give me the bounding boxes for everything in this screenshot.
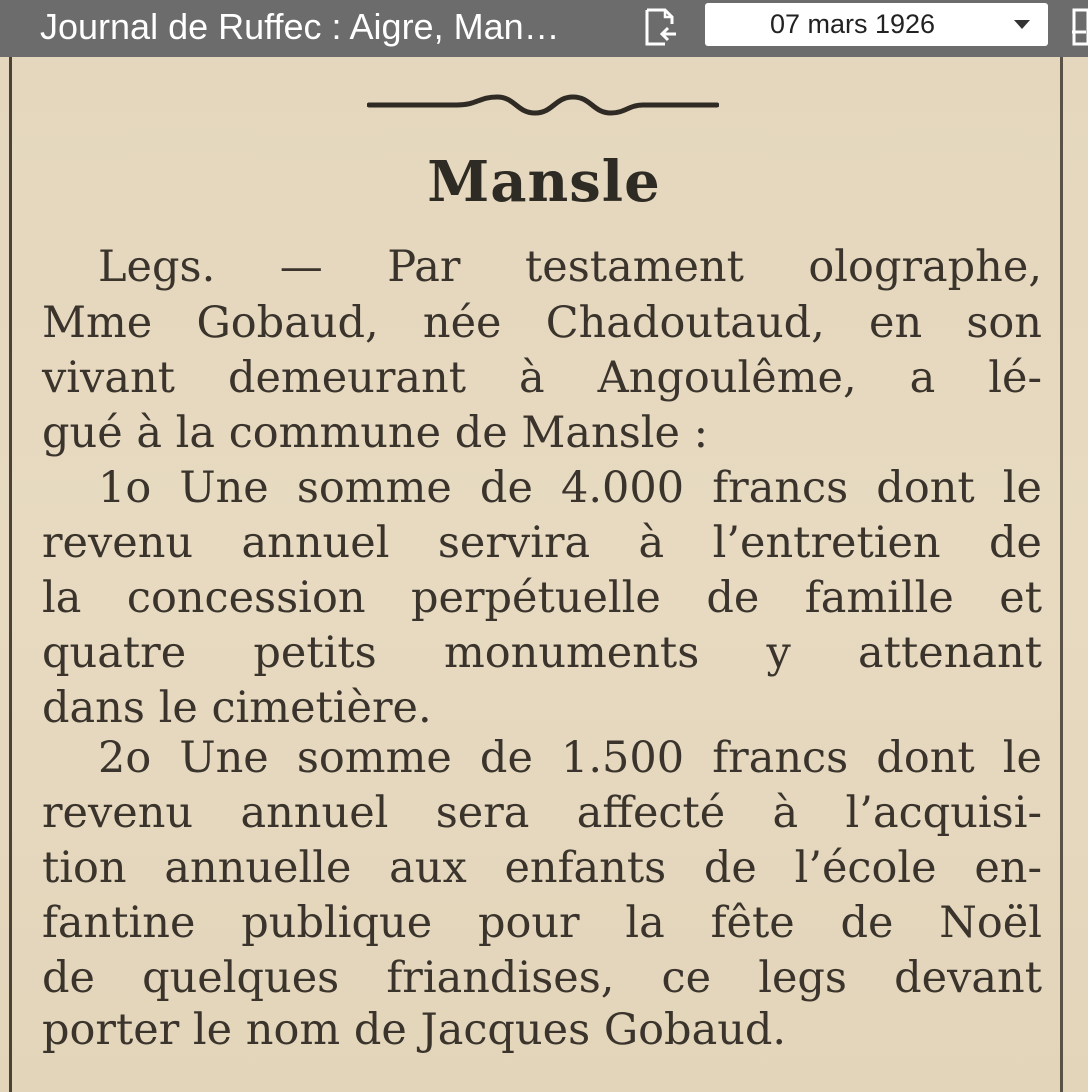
article-line-13: fantine publique pour la fête de Noël xyxy=(42,898,1042,948)
article-line-4: gué à la commune de Mansle : xyxy=(42,408,709,458)
viewer-toolbar xyxy=(0,0,1088,57)
article-line-9: dans le cimetière. xyxy=(42,683,432,733)
article-line-15: porter le nom de Jacques Gobaud. xyxy=(42,1005,787,1055)
article-line-12: tion annuelle aux enfants de l’école en- xyxy=(42,843,1042,893)
date-select[interactable] xyxy=(705,3,1048,46)
article-line-5: 1o Une somme de 4.000 francs dont le xyxy=(98,463,1042,513)
article-line-14: de quelques friandises, ce legs devant xyxy=(42,953,1042,1003)
article-line-2: Mme Gobaud, née Chadoutaud, en son xyxy=(42,298,1042,348)
chevron-down-icon[interactable] xyxy=(1014,20,1030,29)
next-page-icon[interactable] xyxy=(1066,6,1088,48)
article-line-8: quatre petits monuments y attenant xyxy=(42,628,1042,678)
article-line-6: revenu annuel servira à l’entretien de xyxy=(42,518,1042,568)
page-flip-icon[interactable] xyxy=(638,6,680,48)
article-line-11: revenu annuel sera affecté à l’acquisi- xyxy=(42,788,1042,838)
ornament-divider xyxy=(367,91,719,119)
document-title: Journal de Ruffec : Aigre, Man… xyxy=(40,6,560,47)
section-heading: Mansle xyxy=(427,149,661,215)
newspaper-page xyxy=(0,57,1088,1092)
article-line-7: la concession perpétuelle de famille et xyxy=(42,573,1042,623)
article-line-10: 2o Une somme de 1.500 francs dont le xyxy=(98,733,1042,783)
article-line-3: vivant demeurant à Angoulême, a lé- xyxy=(42,353,1042,403)
article-line-1: Legs. — Par testament olographe, xyxy=(98,242,1042,292)
date-select-value: 07 mars 1926 xyxy=(769,9,936,39)
